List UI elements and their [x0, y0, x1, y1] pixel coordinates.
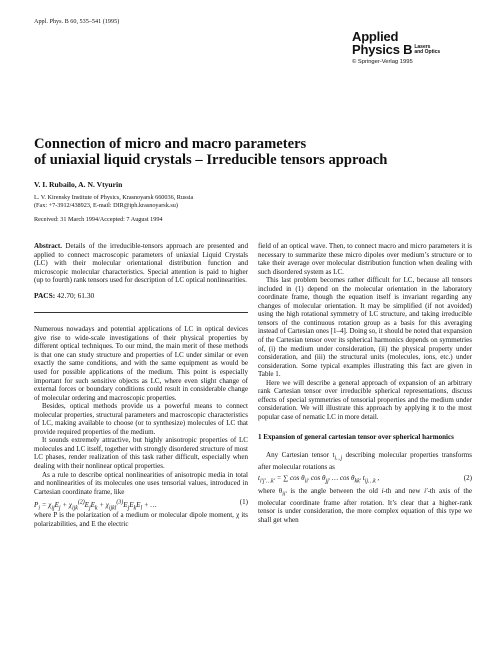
paragraph: It sounds extremely attractive, but highly anisotropic properties of LC molecules and LC itself, together with strongly disordered structure of most LC phases, render realization of this task rather difficult, especially when dealing with their nonlinear optical properties. — [34, 436, 248, 471]
equation-1 — [34, 498, 248, 509]
pacs — [34, 292, 248, 301]
right-column — [258, 242, 472, 525]
authors: V. I. Rubailo, A. N. Vtyurin — [34, 180, 123, 189]
logo-applied: Applied — [352, 29, 399, 44]
abstract-text: Details of the irreducible-tensors approach are presented and applied to connect macroscopic parameters of uniaxial Liquid Crystals (LC) with their molecular orientational distribution function and microscopic molecular characteristics. Special attention is paid to higher (up to fourth) rank tensors used for description of LC optical nonlinearities. — [34, 242, 248, 285]
logo-sub-lasers: Lasers — [414, 43, 431, 50]
equation-1-body: $P_i = \chi_{ij}E_j + \chi_{ijk}^{(2)}E_jE_k + \chi_{ijkl}^{(3)}E_jE_kE_l$ + … — [34, 499, 157, 511]
copyright: © Springer-Verlag 1995 — [352, 59, 413, 65]
divider-rule — [34, 312, 248, 313]
equation-2-number: (2) — [463, 473, 472, 482]
paragraph: Numerous nowadays and potential applications of LC in optical devices give rise to wide-scale investigations of their physical properties by different optical techniques. To our mind, the main merit of these methods is that one can study structure and properties of LC under similar or even exactly the same conditions, and with the same equipment as would be used for possible applications of the medium. This point is especially important for such sensitive objects as LC, where even slight change of external forces or boundary conditions could result in considerable change of molecular ordering and macroscopic properties. — [34, 325, 248, 402]
abstract-label: Abstract. — [34, 242, 62, 250]
equation-1-number: (1) — [239, 498, 248, 507]
logo-sub-optics: and Optics — [414, 49, 441, 55]
affiliation — [34, 194, 334, 210]
paragraph: field of an optical wave. Then, to connect macro and micro parameters it is necessary to summarize these micro dipoles over medium’s structure or to take their average over molecular distribution function when dealing with such disordered system as LC. — [258, 242, 472, 276]
equation-2 — [258, 474, 472, 485]
journal-logo — [352, 30, 472, 65]
paragraph: where $\theta_{ii'}$ is the angle between the old i-th and new i′-th axis of the molecular coordinate frame after rotation. It’s clear that a higher-rank tensor is under consideration, the more complex equation of this type we shall get when — [258, 486, 473, 525]
affiliation-line-2: (Fax: +7-3912/438923, E-mail: DIR@iph.krasnoyarsk.su) — [34, 202, 178, 209]
paragraph: where P is the polarization of a medium or molecular dipole moment, χ its polarizabilities, and E the electric — [34, 511, 248, 528]
affiliation-line-1: L. V. Kirensky Institute of Physics, Krasnoyarsk 660036, Russia — [34, 194, 194, 201]
article-title — [34, 136, 474, 168]
equation-2-body: $t_{i'j'\dots k'}$ = ∑ $\cos \theta_{ii'}$ $\cos \theta_{jj'}$ … $\cos \theta_{kk'}$ $t_{ij\dots k}$ , — [258, 473, 380, 485]
section-heading: 1 Expansion of general cartesian tensor over spherical harmonics — [258, 433, 454, 442]
paragraph: Any Cartesian tensor $t_{i...j}$ describing molecular properties transforms after molecular rotations as — [258, 451, 473, 472]
paragraph: As a rule to describe optical nonlinearities of anisotropic media in total and nonlinearities of its molecules one uses tensorial values, introduced in Cartesian coordinate frame, like — [34, 470, 248, 496]
logo-physics-b — [352, 43, 472, 57]
paragraph: Besides, optical methods provide us a powerful means to connect molecular properties, structural parameters and macroscopic characteristics of LC, making available to choose (or to synthesize) molecules of LC that provide required properties of the medium. — [34, 402, 248, 436]
pacs-label: PACS: — [34, 290, 56, 300]
pacs-value: 42.70; 61.30 — [57, 290, 95, 300]
paragraph: This last problem becomes rather difficult for LC, because all tensors included in (1) depend on the molecular orientation in the laboratory coordinate frame, though the equation itself is invariant regarding any changes of molecular orientation. It may be simplified (if not avoided) using the high rotational symmetry of LC structure, and taking irreducible tensors of the continuous rotation group as a basis for this averaging instead of Cartesian ones [1–4]. Doing so, it should be noted that expansion of the Cartesian tensor over its spherical harmonics depends on symmetries of, (i) the medium under consideration, (ii) the physical property under consideration, and (iii) the structural units (molecules, ions, etc.) under consideration. Some typical examples illustrating this fact are given in Table 1. — [258, 276, 472, 379]
abstract — [34, 242, 248, 285]
title-line-1: Connection of micro and macro parameters — [34, 136, 307, 152]
logo-subtitle — [414, 45, 440, 55]
journal-reference: Appl. Phys. B 60, 535–541 (1995) — [34, 18, 120, 25]
paragraph: Here we will describe a general approach of expansion of an arbitrary rank Cartesian tensor over irreducible spherical representations, discuss effects of special symmetries of tensorial properties and the medium under consideration. We will illustrate this approach by applying it to the most popular case of nematic LC in more detail. — [258, 378, 472, 421]
logo-physics-b-text: Physics B — [352, 42, 413, 57]
received-dates: Received: 31 March 1994/Accepted: 7 August 1994 — [34, 216, 163, 223]
title-line-2: of uniaxial liquid crystals – Irreducible tensors approach — [34, 152, 388, 168]
left-column — [34, 242, 248, 528]
